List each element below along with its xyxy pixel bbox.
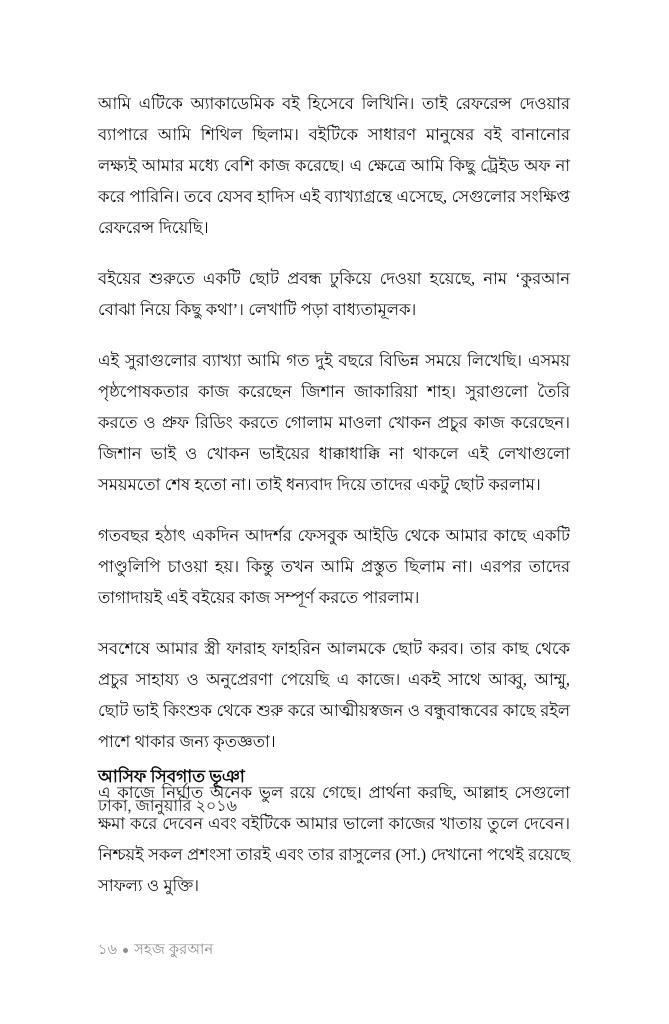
paragraph-5: সবশেষে আমার স্ত্রী ফারাহ ফাহরিন আলমকে ছোট করব। তার কাছ থেকে প্রচুর সাহায্য ও অনুপ্রেরণা পেয়েছি এ কাজে। একই সাথে আব্বু, আম্মু, ছোট ভাই কিংশুক থেকে শুরু করে আত্মীয়স্বজন ও বন্ধুবান্ধবের কাছে রইল পাশে থাকার জন্য কৃতজ্ঞতা। xyxy=(98,639,570,751)
footer-book-title: সহজ কুরআন xyxy=(134,942,214,958)
page-footer xyxy=(98,940,213,960)
paragraph-1: আমি এটিকে অ্যাকাডেমিক বই হিসেবে লিখিনি। তাই রেফরেন্স দেওয়ার ব্যাপারে আমি শিথিল ছিলাম। বইটিকে সাধারণ মানুষের বই বানানোর লক্ষ্যই আমার মধ্যে বেশি কাজ করেছে। এ ক্ষেত্রে আমি কিছু ট্রেইড অফ না করে পারিনি। তবে যেসব হাদিস এই ব্যাখ্যাগ্রন্থে এসেছে, সেগুলোর সংক্ষিপ্ত রেফরেন্স দিয়েছি। xyxy=(98,94,570,237)
paragraph-4: গতবছর হঠাৎ একদিন আদর্শর ফেসবুক আইডি থেকে আমার কাছে একটি পাণ্ডুলিপি চাওয়া হয়। কিন্তু তখন আমি প্রস্তুত ছিলাম না। এরপর তাদের তাগাদায়ই এই বইয়ের কাজ সম্পূর্ণ করতে পারলাম। xyxy=(98,526,570,607)
paragraph-3: এই সুরাগুলোর ব্যাখ্যা আমি গত দুই বছরে বিভিন্ন সময়ে লিখেছি। এসময় পৃষ্ঠপোষকতার কাজ করেছেন জিশান জাকারিয়া শাহ। সুরাগুলো তৈরি করতে ও প্রুফ রিডিং করতে গোলাম মাওলা খোকন প্রচুর কাজ করেছেন। জিশান ভাই ও খোকন ভাইয়ের ধাক্কাধাক্কি না থাকলে এই লেখাগুলো সময়মতো শেষ হতো না। তাই ধন্যবাদ দিয়ে তাদের একটু ছোট করলাম। xyxy=(98,351,570,494)
author-name: আসিফ সিবগাত ভূঞা xyxy=(98,767,245,786)
paragraph-2: বইয়ের শুরুতে একটি ছোট প্রবন্ধ ঢুকিয়ে দেওয়া হয়েছে, নাম ‘কুরআন বোঝা নিয়ে কিছু কথা’। লেখাটি পড়া বাধ্যতামূলক। xyxy=(98,269,570,319)
paragraph-6: এ কাজে নির্ঘাত অনেক ভুল রয়ে গেছে। প্রার্থনা করছি, আল্লাহ সেগুলো ক্ষমা করে দেবেন এবং বইটিকে আমার ভালো কাজের খাতায় তুলে দেবেন। নিশ্চয়ই সকল প্রশংসা তারই এবং তার রাসুলের (সা.) দেখানো পথেই রয়েছে সাফল্য ও মুক্তি। xyxy=(98,783,570,895)
bullet-separator-icon xyxy=(123,948,128,953)
footer-page-number: ১৬ xyxy=(98,942,118,958)
signature-block xyxy=(98,764,570,820)
place-and-date: ঢাকা, জানুয়ারি ২০১৬ xyxy=(98,798,238,815)
